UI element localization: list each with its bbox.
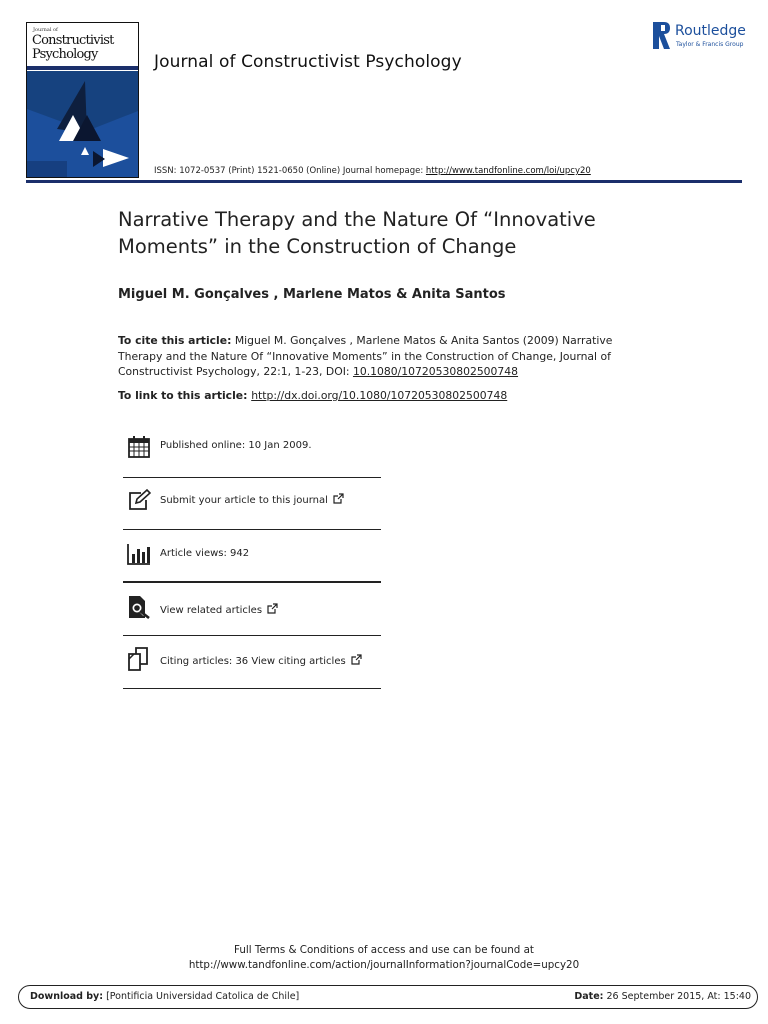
routledge-logo [653,22,753,50]
cite-text: Miguel M. Gonçalves , Marlene Matos & Anita Santos (2009) Narrative Therapy and the Nature Of “Innovative Moments” in the Construction of Change, Journal of Constructivist Psychology, 22:1, 1-23, DOI: [118,334,613,378]
header-divider [26,180,742,183]
cover-band [27,66,138,70]
cite-label: To cite this article: [118,334,232,347]
info-row-related[interactable] [123,583,381,636]
published-online-text: Published online: 10 Jan 2009. [160,440,312,451]
terms-line-1: Full Terms & Conditions of access and use can be found at [234,944,534,956]
article-views-text: Article views: 942 [160,548,250,559]
download-info-bar [18,985,758,1009]
view-related-articles-link[interactable] [160,603,278,616]
cover-pre-title: Journal of [33,27,58,33]
journal-title: Journal of Constructivist Psychology [154,52,462,72]
article-doi-url-link[interactable]: http://dx.doi.org/10.1080/10720530802500748 [251,389,508,402]
external-link-icon [351,654,362,665]
journal-cover-image [26,22,139,178]
search-document-icon [127,595,151,619]
external-link-icon [333,493,344,504]
cover-masthead [27,23,138,71]
submit-article-link[interactable] [160,493,344,506]
issn-text: ISSN: 1072-0537 (Print) 1521-0650 (Online) Journal homepage: [154,166,426,176]
info-row-citing[interactable] [123,636,381,689]
issn-line [154,166,591,176]
calendar-icon [127,435,151,459]
edit-icon [127,488,151,512]
download-date [574,991,751,1002]
download-institution: [Pontificia Universidad Catolica de Chile] [103,991,300,1002]
publisher-subtitle: Taylor & Francis Group [676,41,744,48]
cover-title-line1: Constructivist [32,33,114,48]
cover-title-line2: Psychology [32,47,98,62]
date-label: Date: [574,991,604,1002]
article-link-line [118,389,507,402]
cover-triangles-graphic [27,71,138,177]
link-label: To link to this article: [118,389,252,402]
cover-artwork [27,71,138,177]
related-articles-label: View related articles [160,605,263,616]
info-row-published [123,425,381,478]
bar-chart-icon [127,542,151,566]
terms-notice [0,943,768,973]
citation-block [118,333,640,380]
download-label: Download by: [30,991,104,1002]
journal-homepage-link[interactable]: http://www.tandfonline.com/loi/upcy20 [425,166,591,176]
external-link-icon [267,603,278,614]
citing-articles-link[interactable] [160,654,362,667]
downloaded-by [30,991,299,1002]
date-value: 26 September 2015, At: 15:40 [603,991,751,1002]
article-title: Narrative Therapy and the Nature Of “Innovative Moments” in the Construction of Change [118,208,596,258]
info-row-views [123,530,381,583]
info-row-submit[interactable] [123,478,381,530]
publisher-name: Routledge [675,23,746,39]
article-authors: Miguel M. Gonçalves , Marlene Matos & Anita Santos [118,287,506,302]
citing-articles-label: Citing articles: 36 View citing articles [160,656,346,667]
terms-url[interactable]: http://www.tandfonline.com/action/journalInformation?journalCode=upcy20 [188,959,580,971]
doi-link[interactable]: 10.1080/10720530802500748 [352,365,519,378]
submit-article-label: Submit your article to this journal [160,495,328,506]
copy-documents-icon [127,647,151,671]
article-info-list [123,425,381,689]
routledge-r-icon [653,22,671,49]
